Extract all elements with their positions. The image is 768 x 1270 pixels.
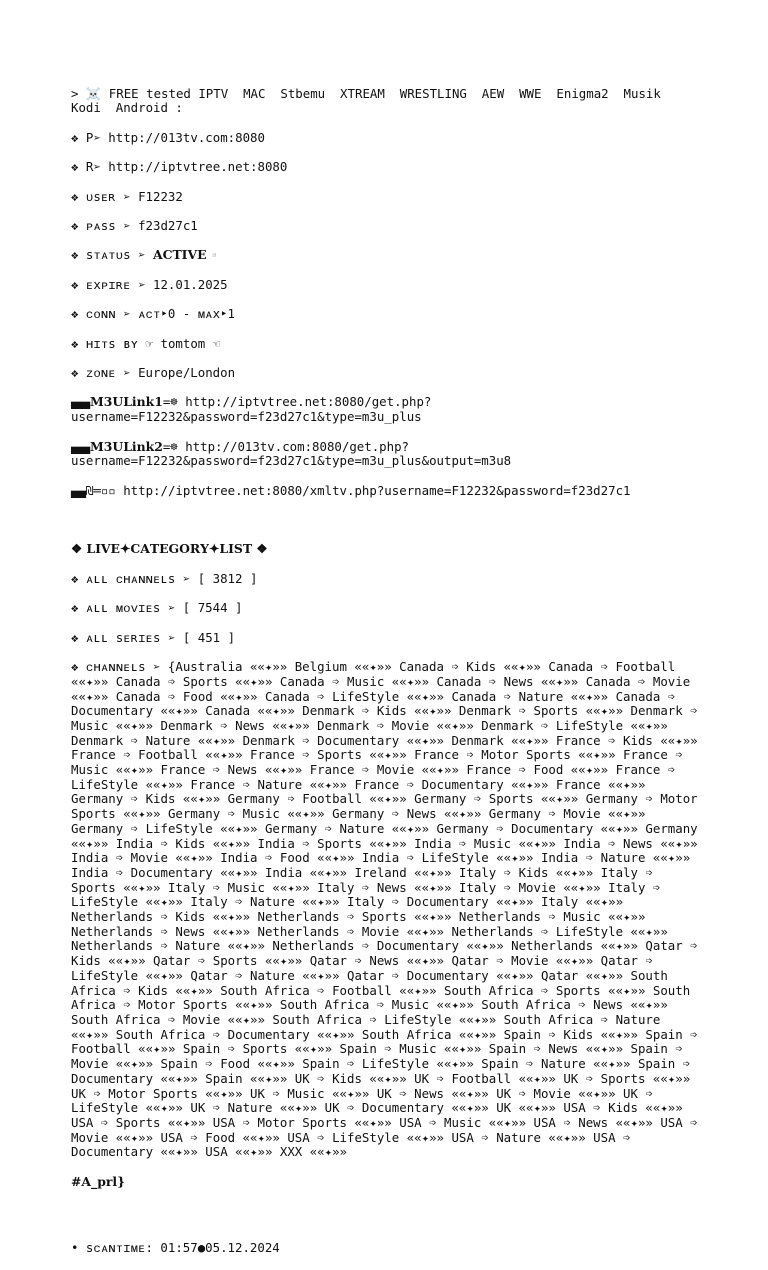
status-line: [71, 248, 701, 263]
m3u-link-2-label: ▄▄𝐌𝟑𝐔𝐋𝐢𝐧𝐤𝟐: [71, 438, 163, 454]
m3u-link-1[interactable]: [71, 395, 701, 424]
hits-by-line: ❖ ʜɪᴛs ʙʏ ☞ tomtom ☜: [71, 335, 221, 351]
username-line: ❖ ᴜsᴇʀ ➢ F12232: [71, 188, 183, 204]
epg-link[interactable]: ▄▄₪═▫▫ http://iptvtree.net:8080/xmltv.php?username=F12232&password=f23d27c1: [71, 482, 631, 498]
m3u-link-1-url[interactable]: =☸ http://iptvtree.net:8080/get.php?username=F12232&password=f23d27c1&type=m3u_plus: [71, 394, 432, 425]
password-line: ❖ ᴘᴀss ➢ f23d27c1: [71, 218, 198, 234]
all-channels-count: ❖ ᴀʟʟ ᴄʜᴀɴɴᴇʟs ➢ [ 3812 ]: [71, 570, 258, 586]
spacer: [71, 513, 701, 528]
status-label: ❖ sᴛᴀᴛᴜs ➢: [71, 247, 153, 263]
connections-line: ❖ ᴄᴏɴɴ ➢ ᴀᴄᴛ‣0 - ᴍᴀx‣1: [71, 306, 235, 322]
m3u-link-1-label: ▄▄𝐌𝟑𝐔𝐋𝐢𝐧𝐤𝟏: [71, 394, 163, 410]
expire-line: ❖ ᴇxᴘɪʀᴇ ➢ 12.01.2025: [71, 276, 228, 292]
hashtag: #𝐀_𝐩𝐫𝐥}: [71, 1173, 126, 1189]
category-heading: ❖ 𝐋𝐈𝐕𝐄✦𝐂𝐀𝐓𝐄𝐆𝐎𝐑𝐘✦𝐋𝐈𝐒𝐓 ❖: [71, 541, 268, 557]
all-movies-count: ❖ ᴀʟʟ ᴍᴏᴠɪᴇs ➢ [ 7544 ]: [71, 600, 243, 616]
scan-time: • sᴄᴀɴᴛɪᴍᴇ: 01:57●05.12.2024: [71, 1239, 280, 1255]
page-title: > ☠️ FREE tested IPTV MAC Stbemu XTREAM WRESTLING AEW WWE Enigma2 Musik Kodi Android :: [71, 85, 676, 116]
m3u-link-2-url[interactable]: =☸ http://013tv.com:8080/get.php?username=F12232&password=f23d27c1&type=m3u_plus&output=m3u8: [71, 438, 512, 469]
timezone-line: ❖ ᴢᴏɴᴇ ➢ Europe/London: [71, 365, 236, 381]
real-url-line[interactable]: ❖ R➢ http://iptvtree.net:8080: [71, 159, 288, 175]
portal-url-line[interactable]: ❖ P➢ http://013tv.com:8080: [71, 129, 265, 145]
channel-category-list: ❖ ᴄʜᴀɴɴᴇʟs ➢ {Australia ««✦»» Belgium ««✦»» Canada ➩ Kids ««✦»» Canada ➩ Football ««✦»» Canada ➩ Sports ««✦»» Canada ➩ Music ««✦»» Canada ➩ News ««✦»» Canada ➩ Movie ««✦»» Canada ➩ Food ««✦»» Canada ➩ LifeStyle ««✦»» Canada ➩ Nature ««✦»» Canada ➩ Documentary ««✦»» Canada ««✦»» Denmark ➩ Kids ««✦»» Denmark ➩ Sports ««✦»» Denmark ➩ Music ««✦»» Denmark ➩ News ««✦»» Denmark ➩ Movie ««✦»» Denmark ➩ LifeStyle ««✦»» Denmark ➩ Nature ««✦»» Denmark ➩ Documentary ««✦»» Denmark ««✦»» France ➩ Kids ««✦»» France ➩ Football ««✦»» France ➩ Sports ««✦»» France ➩ Motor Sports ««✦»» France ➩ Music ««✦»» France ➩ News ««✦»» France ➩ Movie ««✦»» France ➩ Food ««✦»» France ➩ LifeStyle ««✦»» France ➩ Nature ««✦»» France ➩ Documentary ««✦»» France ««✦»» Germany ➩ Kids ««✦»» Germany ➩ Football ««✦»» Germany ➩ Sports ««✦»» Germany ➩ Motor Sports ««✦»» Germany ➩ Music ««✦»» Germany ➩ News ««✦»» Germany ➩ Movie ««✦»» Germany ➩ LifeStyle ««✦»» Germany ➩ Nature ««✦»» Germany ➩ Documentary ««✦»» Germany ««✦»» India ➩ Kids ««✦»» India ➩ Sports ««✦»» India ➩ Music ««✦»» India ➩ News ««✦»» India ➩ Movie ««✦»» India ➩ Food ««✦»» India ➩ LifeStyle ««✦»» India ➩ Nature ««✦»» India ➩ Documentary ««✦»» India ««✦»» Ireland ««✦»» Italy ➩ Kids ««✦»» Italy ➩ Sports ««✦»» Italy ➩ Music ««✦»» Italy ➩ News ««✦»» Italy ➩ Movie ««✦»» Italy ➩ LifeStyle ««✦»» Italy ➩ Nature ««✦»» Italy ➩ Documentary ««✦»» Italy ««✦»» Netherlands ➩ Kids ««✦»» Netherlands ➩ Sports ««✦»» Netherlands ➩ Music ««✦»» Netherlands ➩ News ««✦»» Netherlands ➩ Movie ««✦»» Netherlands ➩ LifeStyle ««✦»» Netherlands ➩ Nature ««✦»» Netherlands ➩ Documentary ««✦»» Netherlands ««✦»» Qatar ➩ Kids ««✦»» Qatar ➩ Sports ««✦»» Qatar ➩ News ««✦»» Qatar ➩ Movie ««✦»» Qatar ➩ LifeStyle ««✦»» Qatar ➩ Nature ««✦»» Qatar ➩ Documentary ««✦»» Qatar ««✦»» South Africa ➩ Kids ««✦»» South Africa ➩ Football ««✦»» South Africa ➩ Sports ««✦»» South Africa ➩ Motor Sports ««✦»» South Africa ➩ Music ««✦»» South Africa ➩ News ««✦»» South Africa ➩ Movie ««✦»» South Africa ➩ LifeStyle ««✦»» South Africa ➩ Nature ««✦»» South Africa ➩ Documentary ««✦»» South Africa ««✦»» Spain ➩ Kids ««✦»» Spain ➩ Football ««✦»» Spain ➩ Sports ««✦»» Spain ➩ Music ««✦»» Spain ➩ News ««✦»» Spain ➩ Movie ««✦»» Spain ➩ Food ««✦»» Spain ➩ LifeStyle ««✦»» Spain ➩ Nature ««✦»» Spain ➩ Documentary ««✦»» Spain ««✦»» UK ➩ Kids ««✦»» UK ➩ Football ««✦»» UK ➩ Sports ««✦»» UK ➩ Motor Sports ««✦»» UK ➩ Music ««✦»» UK ➩ News ««✦»» UK ➩ Movie ««✦»» UK ➩ LifeStyle ««✦»» UK ➩ Nature ««✦»» UK ➩ Documentary ««✦»» UK ««✦»» USA ➩ Kids ««✦»» USA ➩ Sports ««✦»» USA ➩ Motor Sports ««✦»» USA ➩ Music ««✦»» USA ➩ News ««✦»» USA ➩ Movie ««✦»» USA ➩ Food ««✦»» USA ➩ LifeStyle ««✦»» USA ➩ Nature ««✦»» USA ➩ Documentary ««✦»» USA ««✦»» XXX ««✦»»: [71, 659, 706, 1160]
status-badge: 𝐀𝐂𝐓𝐈𝐕𝐄: [152, 247, 207, 263]
spacer: [71, 1204, 701, 1226]
m3u-link-2[interactable]: [71, 440, 701, 469]
document-body: [71, 72, 706, 1270]
status-square-icon: ▫️: [206, 247, 222, 263]
all-series-count: ❖ ᴀʟʟ sᴇʀɪᴇs ➢ [ 451 ]: [71, 629, 236, 645]
